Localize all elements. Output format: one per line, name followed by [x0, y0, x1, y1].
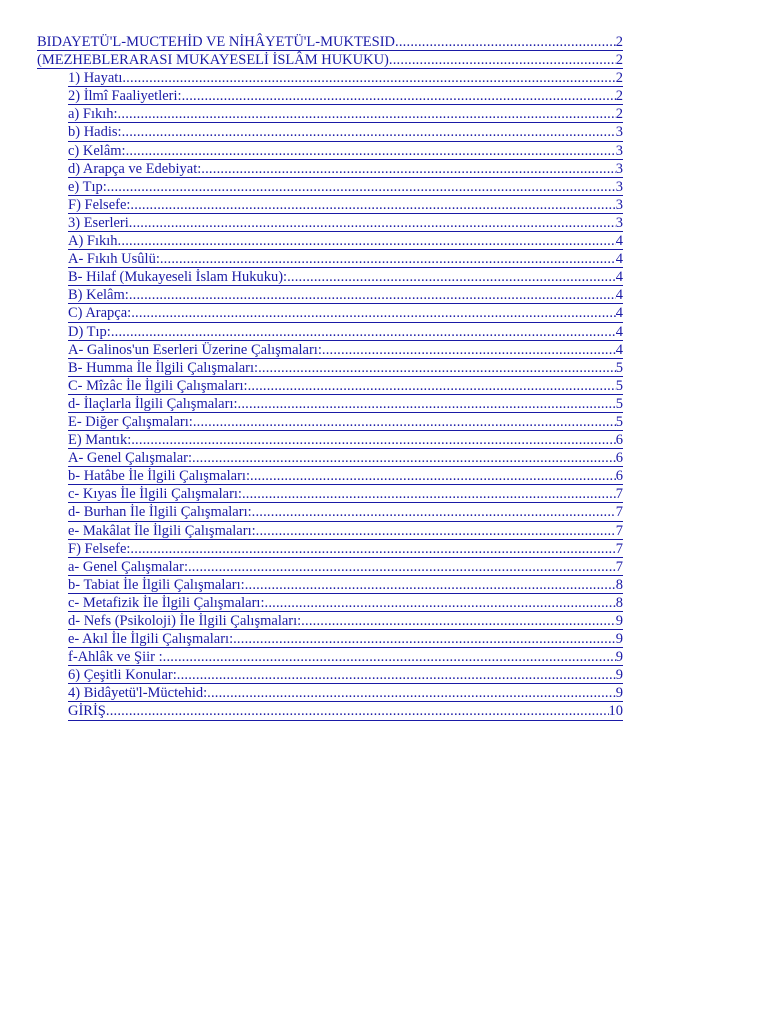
toc-page-number: 8 — [615, 594, 623, 611]
toc-entry-link[interactable] — [68, 69, 623, 87]
toc-entry-title: c- Kıyas İle İlgili Çalışmaları: — [68, 486, 242, 503]
toc-dot-leader — [177, 666, 616, 684]
toc-dot-leader — [258, 359, 616, 377]
toc-entry-link[interactable] — [68, 250, 623, 268]
toc-entry-title: 1) Hayatı — [68, 70, 123, 87]
toc-entry-title: B) Kelâm: — [68, 287, 129, 304]
toc-entry-link[interactable] — [68, 558, 623, 576]
toc-entry-title: BIDAYETÜ'L-MUCTEHİD VE NİHÂYETÜ'L-MUKTESID — [37, 34, 396, 50]
toc-entry-title: c) Kelâm: — [68, 142, 126, 159]
toc-entry-title: A- Fıkıh Usûlü: — [68, 251, 160, 268]
toc-page-number: 6 — [615, 432, 623, 449]
toc-entry-title: GİRİŞ — [68, 703, 106, 720]
toc-page-number: 7 — [615, 522, 623, 539]
toc-page-number: 7 — [615, 504, 623, 521]
toc-entry-link[interactable] — [68, 359, 623, 377]
toc-dot-leader — [131, 304, 616, 322]
toc-page-number: 9 — [615, 649, 623, 666]
toc-dot-leader — [129, 286, 616, 304]
toc-dot-leader — [301, 612, 616, 630]
toc-page-number: 2 — [615, 52, 623, 69]
toc-page-number: 7 — [615, 486, 623, 503]
toc-entry-title: B- Hilaf (Mukayeseli İslam Hukuku): — [68, 269, 288, 286]
toc-page-number: 6 — [615, 450, 623, 467]
toc-entry-link[interactable] — [68, 123, 623, 141]
toc-dot-leader — [238, 395, 616, 413]
toc-dot-leader — [193, 413, 616, 431]
toc-page-number: 4 — [615, 233, 623, 250]
toc-entry-link[interactable] — [68, 178, 623, 196]
toc-page-number: 5 — [615, 377, 623, 394]
toc-dot-leader — [233, 630, 616, 648]
toc-entry-title: 2) İlmî Faaliyetleri: — [68, 88, 182, 105]
toc-entry-title: b- Hatâbe İle İlgili Çalışmaları: — [68, 468, 250, 485]
toc-entry-title: A- Galinos'un Eserleri Üzerine Çalışmaları: — [68, 341, 322, 358]
toc-entry-title: c- Metafizik İle İlgili Çalışmaları: — [68, 594, 265, 611]
toc-entry-link[interactable] — [68, 286, 623, 304]
toc-dot-leader — [322, 341, 616, 359]
toc-dot-leader — [252, 503, 616, 521]
toc-entry-title: d- İlaçlarla İlgili Çalışmaları: — [68, 395, 238, 412]
toc-entry-link[interactable] — [68, 413, 623, 431]
toc-entry-title: e- Akıl İle İlgili Çalışmaları: — [68, 631, 234, 648]
toc-dot-leader — [126, 142, 616, 160]
toc-dot-leader — [111, 323, 616, 341]
toc-entry-link[interactable] — [68, 87, 623, 105]
toc-entry-link[interactable] — [68, 268, 623, 286]
toc-page-number: 3 — [615, 160, 623, 177]
toc-entry-title: A- Genel Çalışmalar: — [68, 450, 193, 467]
toc-dot-leader — [248, 377, 616, 395]
toc-entry-link[interactable] — [68, 503, 623, 521]
toc-entry-title: B- Humma İle İlgili Çalışmaları: — [68, 359, 259, 376]
toc-dot-leader — [265, 594, 616, 612]
toc-entry-title: F) Felsefe: — [68, 196, 131, 213]
toc-entry-title: e) Tıp: — [68, 178, 107, 195]
toc-entry-link[interactable] — [37, 51, 623, 69]
toc-entry-link[interactable] — [37, 33, 623, 51]
toc-entry-link[interactable] — [68, 232, 623, 250]
toc-entry-link[interactable] — [68, 377, 623, 395]
toc-dot-leader — [245, 576, 616, 594]
toc-entry-link[interactable] — [68, 323, 623, 341]
toc-dot-leader — [130, 540, 615, 558]
toc-entry-link[interactable] — [68, 431, 623, 449]
toc-entry-title: 4) Bidâyetü'l-Müctehid: — [68, 685, 208, 702]
toc-entry-title: 3) Eserleri — [68, 214, 129, 231]
toc-dot-leader — [122, 69, 615, 87]
toc-entry-link[interactable] — [68, 540, 623, 558]
table-of-contents — [37, 33, 623, 721]
toc-dot-leader — [131, 431, 616, 449]
toc-entry-title: F) Felsefe: — [68, 540, 131, 557]
toc-dot-leader — [207, 684, 616, 702]
toc-entry-link[interactable] — [68, 485, 623, 503]
toc-dot-leader — [192, 449, 616, 467]
toc-entry-title: d- Burhan İle İlgili Çalışmaları: — [68, 504, 252, 521]
toc-page-number: 9 — [615, 685, 623, 702]
toc-page-number: 2 — [615, 70, 623, 87]
toc-entry-title: E- Diğer Çalışmaları: — [68, 413, 193, 430]
toc-page-number: 2 — [615, 88, 623, 105]
toc-entry-title: d) Arapça ve Edebiyat: — [68, 160, 202, 177]
toc-entry-link[interactable] — [68, 196, 623, 214]
toc-entry-title: b- Tabiat İle İlgili Çalışmaları: — [68, 576, 245, 593]
toc-entry-title: C) Arapça: — [68, 305, 132, 322]
toc-page-number: 4 — [615, 287, 623, 304]
toc-page-number: 3 — [615, 214, 623, 231]
toc-entry-link[interactable] — [68, 341, 623, 359]
toc-page-number: 4 — [615, 341, 623, 358]
toc-page-number: 4 — [615, 269, 623, 286]
toc-entry-title: D) Tıp: — [68, 323, 111, 340]
toc-dot-leader — [118, 105, 616, 123]
toc-page-number: 5 — [615, 413, 623, 430]
toc-entry-link[interactable] — [68, 304, 623, 322]
toc-entry-link[interactable] — [68, 612, 623, 630]
toc-page-number: 10 — [608, 703, 623, 720]
toc-entry-title: A) Fıkıh — [68, 233, 118, 250]
toc-page-number: 7 — [615, 558, 623, 575]
toc-dot-leader — [188, 558, 616, 576]
toc-page-number: 7 — [615, 540, 623, 557]
toc-entry-link[interactable] — [68, 630, 623, 648]
toc-page-number: 4 — [615, 251, 623, 268]
toc-entry-title: f-Ahlâk ve Şiir : — [68, 649, 163, 666]
toc-dot-leader — [107, 178, 616, 196]
toc-page-number: 8 — [615, 576, 623, 593]
toc-entry-link[interactable] — [68, 449, 623, 467]
toc-page-number: 9 — [615, 631, 623, 648]
toc-entry-link[interactable] — [68, 702, 623, 720]
toc-page-number: 6 — [615, 468, 623, 485]
toc-page-number: 9 — [615, 613, 623, 629]
toc-entry-title: (MEZHEBLERARASI MUKAYESELİ İSLÂM HUKUKU) — [37, 52, 389, 69]
toc-dot-leader — [389, 51, 616, 69]
toc-page-number: 3 — [615, 124, 623, 141]
toc-entry-link[interactable] — [68, 522, 623, 540]
toc-dot-leader — [395, 33, 616, 51]
toc-entry-link[interactable] — [68, 467, 623, 485]
toc-entry-title: C- Mîzâc İle İlgili Çalışmaları: — [68, 377, 248, 394]
toc-dot-leader — [130, 196, 615, 214]
toc-page-number: 9 — [615, 667, 623, 684]
toc-dot-leader — [118, 232, 616, 250]
toc-entry-title: 6) Çeşitli Konular: — [68, 667, 177, 684]
toc-entry-link[interactable] — [68, 105, 623, 123]
toc-entry-link[interactable] — [68, 576, 623, 594]
toc-entry-link[interactable] — [68, 395, 623, 413]
toc-entry-title: d- Nefs (Psikoloji) İle İlgili Çalışmaları: — [68, 613, 302, 629]
toc-entry-link[interactable] — [68, 666, 623, 684]
toc-page-number: 5 — [615, 359, 623, 376]
toc-dot-leader — [256, 522, 616, 540]
toc-entry-link[interactable] — [68, 594, 623, 612]
toc-entry-title: E) Mantık: — [68, 432, 132, 449]
toc-dot-leader — [163, 648, 616, 666]
toc-dot-leader — [129, 214, 616, 232]
toc-page-number: 3 — [615, 196, 623, 213]
toc-entry-link[interactable] — [68, 142, 623, 160]
toc-dot-leader — [287, 268, 616, 286]
toc-dot-leader — [182, 87, 616, 105]
toc-page-number: 3 — [615, 142, 623, 159]
toc-entry-link[interactable] — [68, 648, 623, 666]
toc-page-number: 5 — [615, 395, 623, 412]
toc-page-number: 4 — [615, 323, 623, 340]
toc-dot-leader — [160, 250, 616, 268]
toc-dot-leader — [201, 160, 615, 178]
toc-page-number: 4 — [615, 305, 623, 322]
toc-entry-title: a- Genel Çalışmalar: — [68, 558, 188, 575]
toc-entry-link[interactable] — [68, 214, 623, 232]
toc-dot-leader — [242, 485, 616, 503]
toc-entry-link[interactable] — [68, 160, 623, 178]
toc-dot-leader — [106, 702, 609, 720]
toc-page-number: 3 — [615, 178, 623, 195]
toc-entry-title: e- Makâlat İle İlgili Çalışmaları: — [68, 522, 256, 539]
toc-entry-link[interactable] — [68, 684, 623, 702]
toc-dot-leader — [122, 123, 616, 141]
toc-dot-leader — [250, 467, 616, 485]
toc-page-number: 2 — [615, 34, 623, 50]
toc-entry-title: b) Hadis: — [68, 124, 122, 141]
toc-page-number: 2 — [615, 106, 623, 123]
toc-entry-title: a) Fıkıh: — [68, 106, 118, 123]
